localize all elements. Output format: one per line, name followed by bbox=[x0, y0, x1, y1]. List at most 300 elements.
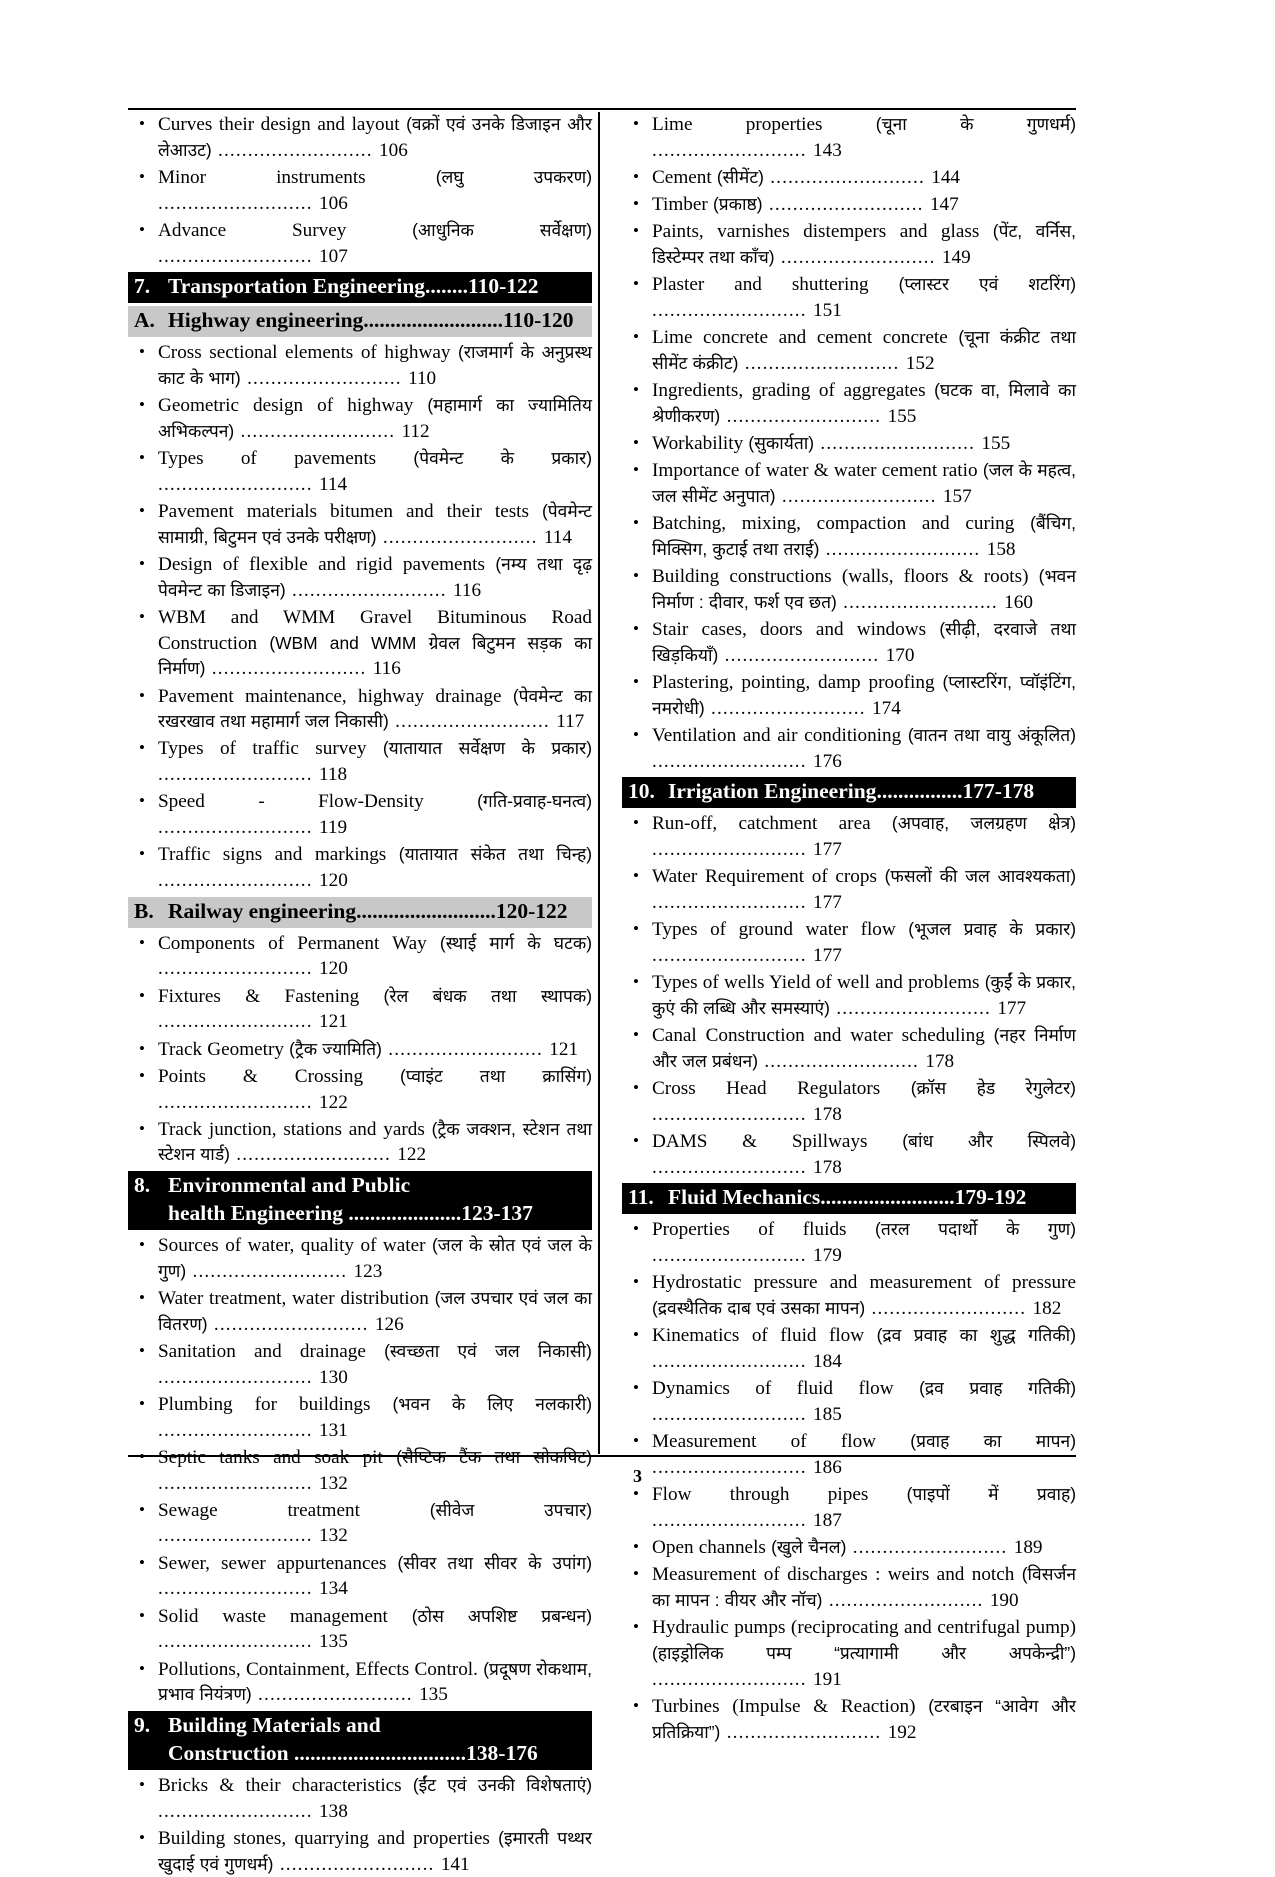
toc-entry-title-en: Sewage treatment bbox=[158, 1499, 360, 1521]
toc-entry[interactable] bbox=[622, 1076, 1076, 1127]
toc-entry[interactable] bbox=[128, 842, 592, 893]
toc-entry-text bbox=[158, 393, 592, 444]
toc-entry[interactable] bbox=[128, 499, 592, 550]
toc-entry-title-hi: (ट्रैक ज्यामिति) bbox=[289, 1038, 382, 1059]
toc-entry[interactable] bbox=[128, 112, 592, 163]
toc-entry-page-number: 131 bbox=[319, 1419, 348, 1441]
bullet-icon: • bbox=[633, 1025, 639, 1045]
bullet-icon: • bbox=[633, 1078, 639, 1098]
toc-entry-page-number: 185 bbox=[813, 1403, 842, 1425]
toc-entry-title-en: Timber bbox=[652, 194, 708, 216]
bullet-icon: • bbox=[633, 194, 639, 214]
bullet-icon: • bbox=[139, 1038, 145, 1058]
toc-entry[interactable] bbox=[622, 1217, 1076, 1268]
chapter-title-line2-text: health Engineering bbox=[168, 1201, 344, 1226]
toc-entry[interactable] bbox=[128, 218, 592, 269]
leader-dots: .......................... bbox=[652, 750, 814, 772]
toc-entry[interactable] bbox=[128, 931, 592, 982]
toc-entry-text bbox=[158, 1657, 592, 1708]
toc-entry-text bbox=[158, 112, 592, 163]
toc-entry-title-en: Speed - Flow-Density bbox=[158, 791, 424, 813]
toc-entry[interactable] bbox=[622, 431, 1076, 457]
toc-entry-title-hi: (लघु उपकरण) bbox=[435, 166, 592, 187]
toc-entry-title-hi: (फसलों की जल आवश्यकता) bbox=[884, 866, 1076, 887]
toc-entry-title-hi: (पेवमेन्ट सामाग्री, बिटुमन एवं उनके परीक्षण) bbox=[158, 501, 592, 547]
toc-entry[interactable] bbox=[128, 1604, 592, 1655]
toc-entry-title-hi: (जल के महत्व, जल सीमेंट अनुपात) bbox=[652, 460, 1077, 507]
leader-dots: .......................... bbox=[718, 644, 886, 666]
toc-chapter-heading[interactable] bbox=[128, 306, 592, 337]
toc-entry-title-hi: (प्रवाह का मापन) bbox=[910, 1431, 1076, 1452]
toc-entry-title-hi: (सुकार्यता) bbox=[748, 433, 815, 454]
chapter-number: 10. bbox=[628, 779, 655, 804]
toc-entry-title-en: Plumbing for buildings bbox=[158, 1393, 371, 1415]
toc-entry-page-number: 157 bbox=[942, 486, 972, 508]
leader-dots: .......................... bbox=[207, 1313, 375, 1335]
toc-entry-title-en: Types of ground water flow bbox=[652, 919, 896, 941]
toc-entry[interactable] bbox=[622, 378, 1076, 429]
toc-entry[interactable] bbox=[622, 864, 1076, 915]
bullet-icon: • bbox=[139, 606, 145, 626]
toc-entry-text bbox=[158, 446, 592, 497]
chapter-leader-dots: ......................... bbox=[820, 1185, 955, 1210]
toc-entry-title-hi: (राजमार्ग के अनुप्रस्थ काट के भाग) bbox=[158, 342, 592, 388]
toc-entry-text bbox=[158, 1233, 592, 1284]
toc-entry-text bbox=[158, 736, 592, 787]
toc-chapter-heading[interactable] bbox=[128, 1711, 592, 1770]
toc-entry[interactable] bbox=[128, 1657, 592, 1708]
chapter-leader-dots: ................................ bbox=[288, 1740, 467, 1765]
toc-entry[interactable] bbox=[622, 917, 1076, 968]
toc-entry-title-hi: (सैप्टिक टैंक तथा सोकपिट) bbox=[396, 1446, 592, 1467]
leader-dots: .......................... bbox=[240, 367, 409, 389]
toc-entry[interactable] bbox=[128, 984, 592, 1035]
toc-entry-text bbox=[158, 789, 592, 840]
leader-dots: .......................... bbox=[234, 420, 402, 442]
chapter-title bbox=[168, 273, 588, 301]
toc-entry-page-number: 151 bbox=[813, 300, 842, 322]
bullet-icon: • bbox=[139, 1552, 145, 1572]
bullet-icon: • bbox=[139, 791, 145, 811]
toc-entry[interactable] bbox=[622, 1535, 1076, 1561]
toc-entry[interactable] bbox=[622, 1694, 1076, 1745]
toc-entry-title-en: Points & Crossing bbox=[158, 1065, 364, 1087]
toc-entry-text bbox=[158, 1286, 592, 1337]
toc-entry-page-number: 187 bbox=[813, 1509, 842, 1531]
chapter-page-range: 179-192 bbox=[954, 1185, 1027, 1210]
toc-entry-title-en: Geometric design of highway bbox=[158, 395, 414, 417]
leader-dots: .......................... bbox=[158, 1472, 320, 1494]
bullet-icon: • bbox=[633, 1537, 639, 1557]
bullet-icon: • bbox=[633, 866, 639, 886]
leader-dots: .......................... bbox=[775, 486, 943, 508]
toc-entry-text bbox=[158, 684, 592, 735]
toc-entry-page-number: 178 bbox=[925, 1050, 955, 1072]
toc-entry-title-hi: (गति-प्रवाह-घनत्व) bbox=[477, 791, 592, 812]
toc-entry-title-en: Plaster and shuttering bbox=[652, 274, 869, 296]
toc-entry-title-en: Lime properties bbox=[652, 114, 823, 135]
leader-dots: .......................... bbox=[758, 1050, 926, 1072]
toc-entry-text bbox=[158, 984, 592, 1035]
toc-entry-text bbox=[652, 192, 1076, 218]
toc-chapter-heading[interactable] bbox=[622, 1183, 1076, 1214]
leader-dots: .......................... bbox=[720, 405, 888, 427]
bullet-icon: • bbox=[139, 932, 145, 952]
leader-dots: .......................... bbox=[652, 1403, 814, 1425]
toc-entry-title-en: Paints, varnishes distempers and glass bbox=[652, 221, 980, 243]
chapter-number: 8. bbox=[134, 1173, 151, 1198]
leader-dots: .......................... bbox=[158, 1011, 320, 1033]
toc-entry-text bbox=[652, 1562, 1076, 1613]
toc-entry-text bbox=[652, 970, 1076, 1021]
toc-entry[interactable] bbox=[128, 1392, 592, 1443]
toc-entry-title-en: Water treatment, water distribution bbox=[158, 1288, 429, 1309]
leader-dots: .......................... bbox=[652, 1351, 814, 1372]
toc-entry[interactable] bbox=[128, 1117, 592, 1168]
leader-dots: .......................... bbox=[158, 1525, 320, 1547]
toc-entry[interactable] bbox=[128, 1064, 592, 1115]
toc-entry-page-number: 147 bbox=[929, 194, 959, 216]
toc-entry-page-number: 177 bbox=[997, 997, 1027, 1019]
chapter-title-line2-text: Construction bbox=[168, 1740, 289, 1765]
toc-entry-title-hi: (टरबाइन “आवेग और प्रतिक्रिया”) bbox=[652, 1695, 1077, 1742]
leader-dots: .......................... bbox=[652, 1668, 814, 1690]
toc-entry[interactable] bbox=[128, 736, 592, 787]
toc-entry[interactable] bbox=[622, 970, 1076, 1021]
chapter-title-text: Highway engineering bbox=[168, 308, 364, 333]
chapter-title-text: Fluid Mechanics bbox=[668, 1185, 821, 1210]
toc-left-column bbox=[128, 112, 598, 1875]
toc-entry-title-hi: (खुले चैनल) bbox=[771, 1537, 847, 1558]
toc-entry[interactable] bbox=[622, 811, 1076, 862]
bullet-icon: • bbox=[633, 672, 639, 692]
toc-entry-page-number: 144 bbox=[931, 166, 961, 188]
toc-entry-title-en: Septic tanks and soak pit bbox=[158, 1446, 383, 1468]
bullet-icon: • bbox=[139, 1065, 145, 1085]
leader-dots: .......................... bbox=[158, 1091, 320, 1113]
toc-entry-title-hi: (वातन तथा वायु अंकूलित) bbox=[907, 725, 1076, 746]
toc-entry-text bbox=[652, 112, 1076, 163]
toc-entry-page-number: 117 bbox=[556, 711, 585, 733]
toc-entry-title-hi: (ईंट एवं उनकी विशेषताएं) bbox=[412, 1774, 593, 1795]
toc-chapter-heading[interactable] bbox=[622, 777, 1076, 808]
toc-entry[interactable] bbox=[622, 1482, 1076, 1533]
toc-entry-title-hi: (स्वच्छता एवं जल निकासी) bbox=[384, 1340, 592, 1361]
bullet-icon: • bbox=[139, 1118, 145, 1138]
bullet-icon: • bbox=[633, 1131, 639, 1151]
leader-dots: .......................... bbox=[652, 945, 814, 966]
toc-entry-text bbox=[652, 1694, 1076, 1745]
toc-entry-title-en: Sources of water, quality of water bbox=[158, 1235, 426, 1257]
chapter-title-line1: Building Materials and bbox=[168, 1713, 381, 1737]
toc-entry-title-hi: (नहर निर्माण और जल प्रबंधन) bbox=[652, 1025, 1076, 1071]
toc-entry-text bbox=[652, 670, 1076, 721]
toc-entry-page-number: 122 bbox=[319, 1091, 348, 1113]
toc-entry[interactable] bbox=[622, 192, 1076, 218]
toc-entry-title-en: Building constructions (walls, floors & roots) bbox=[652, 566, 1029, 588]
toc-entry-title-hi: (इमारती पथ्थर खुदाई एवं गुणधर्म) bbox=[158, 1827, 593, 1874]
bullet-icon: • bbox=[633, 813, 639, 833]
bullet-icon: • bbox=[139, 1393, 145, 1413]
toc-entry[interactable] bbox=[622, 723, 1076, 774]
toc-entry-title-en: Properties of fluids bbox=[652, 1219, 847, 1241]
toc-entry-title-en: WBM and WMM Gravel Bituminous Road Construction bbox=[158, 606, 592, 654]
toc-entry-text bbox=[158, 1826, 592, 1877]
toc-entry[interactable] bbox=[128, 165, 592, 216]
toc-entry-title-hi: (ट्रैक जक्शन, स्टेशन तथा स्टेशन यार्ड) bbox=[158, 1118, 592, 1165]
toc-entry-title-en: Canal Construction and water scheduling bbox=[652, 1025, 985, 1047]
toc-entry-title-en: Pavement maintenance, highway drainage bbox=[158, 685, 502, 707]
toc-entry[interactable] bbox=[128, 1339, 592, 1390]
toc-entry-title-hi: (स्थाई मार्ग के घटक) bbox=[439, 932, 592, 953]
toc-entry-title-hi: (तरल पदार्थो के गुण) bbox=[875, 1219, 1077, 1240]
chapter-leader-dots: .......................... bbox=[356, 898, 496, 923]
toc-entry-title-en: Sewer, sewer appurtenances bbox=[158, 1552, 387, 1574]
toc-entry-title-en: Sanitation and drainage bbox=[158, 1340, 366, 1362]
toc-entry-text bbox=[652, 1129, 1076, 1180]
toc-entry-title-en: Types of traffic survey bbox=[158, 738, 367, 760]
bullet-icon: • bbox=[139, 1605, 145, 1625]
toc-entry-text bbox=[652, 272, 1076, 323]
toc-entry-title-hi: (पेवमेन्ट का रखरखाव तथा महामार्ग जल निकासी) bbox=[158, 685, 593, 732]
bullet-icon: • bbox=[139, 1499, 145, 1519]
toc-entry-title-en: Advance Survey bbox=[158, 219, 347, 241]
toc-entry-title-en: Traffic signs and markings bbox=[158, 844, 387, 866]
toc-entry-title-hi: (WBM and WMM ग्रेवल बिटुमन सड़क का निर्माण) bbox=[158, 632, 592, 679]
toc-entry[interactable] bbox=[622, 458, 1076, 509]
toc-entry-title-hi: (बैंचिग, मिक्सिग, कुटाई तथा तराई) bbox=[652, 513, 1076, 559]
toc-entry-page-number: 116 bbox=[453, 579, 482, 601]
toc-entry-page-number: 132 bbox=[319, 1525, 348, 1547]
toc-entry-text bbox=[652, 917, 1076, 968]
toc-entry-text bbox=[652, 723, 1076, 774]
bullet-icon: • bbox=[139, 448, 145, 468]
toc-entry-title-en: Dynamics of fluid flow bbox=[652, 1378, 894, 1400]
leader-dots: .......................... bbox=[652, 892, 814, 914]
toc-entry[interactable] bbox=[622, 1023, 1076, 1074]
chapter-leader-dots: ................ bbox=[876, 779, 963, 804]
chapter-title-text: Transportation Engineering bbox=[168, 274, 426, 299]
toc-entry-title-hi: (हाइड्रोलिक पम्प “प्रत्यागामी और अपकेन्द्री”) bbox=[652, 1642, 1076, 1663]
toc-entry-title-en: Measurement of flow bbox=[652, 1431, 877, 1453]
toc-entry-title-en: Building stones, quarrying and properties bbox=[158, 1827, 490, 1849]
chapter-number: 9. bbox=[134, 1713, 151, 1737]
toc-entry-page-number: 121 bbox=[319, 1011, 348, 1033]
leader-dots: .......................... bbox=[158, 1366, 320, 1388]
toc-entry[interactable] bbox=[622, 272, 1076, 323]
toc-entry-text bbox=[652, 1023, 1076, 1074]
toc-entry-page-number: 135 bbox=[319, 1631, 348, 1653]
leader-dots: .......................... bbox=[205, 658, 373, 680]
toc-entry-page-number: 126 bbox=[374, 1313, 404, 1335]
toc-entry-title-hi: (अपवाह, जलग्रहण क्षेत्र) bbox=[891, 813, 1076, 834]
toc-entry[interactable] bbox=[128, 1826, 592, 1877]
toc-entry-title-hi: (द्रव प्रवाह का शुद्ध गतिकी) bbox=[876, 1325, 1076, 1346]
toc-entry-title-hi: (आधुनिक सर्वेक्षण) bbox=[412, 219, 592, 240]
toc-entry-page-number: 184 bbox=[813, 1351, 842, 1372]
toc-entry-title-hi: (पाइपों में प्रवाह) bbox=[906, 1484, 1076, 1505]
bullet-icon: • bbox=[633, 114, 639, 133]
toc-entry-text bbox=[652, 1076, 1076, 1127]
bullet-icon: • bbox=[633, 1219, 639, 1239]
toc-entry-page-number: 114 bbox=[543, 526, 572, 548]
leader-dots: .......................... bbox=[158, 473, 320, 495]
toc-entry-text bbox=[652, 1323, 1076, 1374]
chapter-page-range: 123-137 bbox=[461, 1201, 533, 1226]
toc-entry-text bbox=[652, 1615, 1076, 1692]
toc-chapter-heading[interactable] bbox=[128, 897, 592, 928]
leader-dots: .......................... bbox=[704, 697, 873, 719]
toc-entry-text bbox=[158, 1604, 592, 1655]
toc-entry-text bbox=[652, 1376, 1076, 1427]
toc-chapter-heading[interactable] bbox=[128, 272, 592, 303]
toc-entry[interactable] bbox=[622, 1615, 1076, 1692]
chapter-number: 7. bbox=[134, 274, 151, 299]
toc-entry-text bbox=[652, 564, 1076, 615]
chapter-title bbox=[668, 778, 1072, 806]
chapter-title-line2 bbox=[168, 1200, 588, 1228]
toc-entry-title-en: Stair cases, doors and windows bbox=[652, 619, 927, 641]
chapter-title bbox=[668, 1184, 1072, 1212]
toc-entry-text bbox=[158, 931, 592, 982]
toc-entry[interactable] bbox=[622, 1323, 1076, 1374]
leader-dots: .......................... bbox=[738, 352, 906, 374]
toc-entry-title-hi: (विसर्जन का मापन : वीयर और नॉच) bbox=[652, 1564, 1077, 1610]
toc-entry[interactable] bbox=[622, 1376, 1076, 1427]
toc-entry[interactable] bbox=[128, 552, 592, 603]
toc-entry-page-number: 123 bbox=[353, 1260, 383, 1282]
toc-entry-text bbox=[652, 165, 1076, 191]
bullet-icon: • bbox=[139, 1658, 145, 1678]
leader-dots: .......................... bbox=[652, 139, 814, 161]
toc-entry[interactable] bbox=[622, 325, 1076, 376]
toc-entry-page-number: 176 bbox=[813, 750, 842, 772]
toc-entry-page-number: 112 bbox=[401, 420, 430, 442]
toc-entry-title-en: Open channels bbox=[652, 1537, 766, 1559]
toc-entry-title-en: Track Geometry bbox=[158, 1038, 284, 1060]
toc-entry-page-number: 191 bbox=[813, 1668, 842, 1690]
toc-entry-page-number: 121 bbox=[549, 1038, 579, 1060]
toc-entry-text bbox=[652, 1270, 1076, 1321]
chapter-title-text: Railway engineering bbox=[168, 898, 357, 923]
toc-entry[interactable] bbox=[128, 340, 592, 391]
toc-entry-title-en: Measurement of discharges : weirs and notch bbox=[652, 1564, 1015, 1586]
leader-dots: .......................... bbox=[158, 764, 320, 786]
toc-entry-title-hi: (सीमेंट) bbox=[716, 166, 764, 187]
toc-chapter-heading[interactable] bbox=[128, 1171, 592, 1230]
leader-dots: .......................... bbox=[158, 870, 320, 892]
toc-entry-title-hi: (प्वाइंट तथा क्रासिंग) bbox=[400, 1065, 592, 1086]
chapter-leader-dots: .......................... bbox=[363, 308, 504, 333]
toc-entry-title-en: Bricks & their characteristics bbox=[158, 1774, 402, 1796]
toc-entry[interactable] bbox=[622, 219, 1076, 270]
toc-entry-page-number: 190 bbox=[989, 1589, 1019, 1611]
toc-entry[interactable] bbox=[622, 1129, 1076, 1180]
toc-entry-title-hi: (पेंट, वर्निस, डिस्टेम्पर तथा काँच) bbox=[652, 221, 1076, 268]
toc-entry[interactable] bbox=[128, 605, 592, 682]
toc-entry-title-en: Plastering, pointing, damp proofing bbox=[652, 672, 935, 694]
toc-entry-text bbox=[652, 431, 1076, 457]
leader-dots: .......................... bbox=[652, 1456, 814, 1478]
toc-entry[interactable] bbox=[128, 789, 592, 840]
toc-entry-title-en: Components of Permanent Way bbox=[158, 932, 427, 954]
toc-entry-title-en: Types of pavements bbox=[158, 448, 377, 470]
bullet-icon: • bbox=[633, 1325, 639, 1345]
bullet-icon: • bbox=[633, 725, 639, 745]
leader-dots: .......................... bbox=[376, 526, 544, 548]
toc-entry-page-number: 122 bbox=[397, 1144, 427, 1166]
toc-entry[interactable] bbox=[128, 1551, 592, 1602]
bullet-icon: • bbox=[139, 166, 145, 186]
toc-entry-title-hi: (द्रवस्थैतिक दाब एवं उसका मापन) bbox=[652, 1298, 866, 1319]
toc-entry[interactable] bbox=[622, 1562, 1076, 1613]
toc-entry[interactable] bbox=[128, 393, 592, 444]
toc-entry[interactable] bbox=[128, 1233, 592, 1284]
leader-dots: .......................... bbox=[865, 1298, 1033, 1320]
toc-entry-title-hi: (प्रदूषण रोकथाम, प्रभाव नियंत्रण) bbox=[158, 1658, 592, 1705]
bullet-icon: • bbox=[139, 844, 145, 864]
toc-entry-page-number: 160 bbox=[1004, 591, 1033, 613]
leader-dots: .......................... bbox=[158, 958, 320, 980]
toc-entry[interactable] bbox=[128, 1773, 592, 1824]
toc-entry[interactable] bbox=[622, 670, 1076, 721]
toc-entry[interactable] bbox=[622, 511, 1076, 562]
chapter-leader-dots: ..................... bbox=[343, 1201, 462, 1226]
toc-entry[interactable] bbox=[622, 564, 1076, 615]
bullet-icon: • bbox=[633, 380, 639, 400]
toc-entry[interactable] bbox=[622, 165, 1076, 191]
toc-entry[interactable] bbox=[128, 446, 592, 497]
bullet-icon: • bbox=[633, 972, 639, 992]
toc-entry-text bbox=[158, 165, 592, 216]
toc-entry-text bbox=[158, 1551, 592, 1602]
toc-entry-text bbox=[652, 617, 1076, 668]
leader-dots: .......................... bbox=[822, 1589, 990, 1611]
toc-entry-text bbox=[158, 218, 592, 269]
toc-entry-page-number: 152 bbox=[905, 352, 935, 374]
toc-entry-page-number: 116 bbox=[372, 658, 401, 680]
leader-dots: .......................... bbox=[762, 194, 930, 216]
toc-entry[interactable] bbox=[128, 1286, 592, 1337]
toc-right-column bbox=[598, 112, 1077, 1743]
leader-dots: .......................... bbox=[229, 1144, 398, 1166]
bullet-icon: • bbox=[633, 566, 639, 586]
toc-entry[interactable] bbox=[128, 1037, 592, 1063]
toc-entry-title-hi: (भूजल प्रवाह के प्रकार) bbox=[908, 919, 1076, 940]
toc-entry-text bbox=[652, 219, 1076, 270]
toc-entry[interactable] bbox=[128, 1498, 592, 1549]
toc-entry-page-number: 118 bbox=[319, 764, 348, 786]
toc-entry-title-hi: (सीढ़ी, दरवाजे तथा खिड़कियाँ) bbox=[652, 619, 1076, 665]
leader-dots: .......................... bbox=[285, 579, 454, 601]
leader-dots: .......................... bbox=[158, 1800, 320, 1822]
toc-entry-page-number: 170 bbox=[885, 644, 915, 666]
leader-dots: .......................... bbox=[652, 1103, 814, 1125]
toc-entry-page-number: 135 bbox=[419, 1684, 448, 1706]
toc-entry-title-hi: (सीवर तथा सीवर के उपांग) bbox=[397, 1552, 592, 1573]
toc-entry[interactable] bbox=[128, 684, 592, 735]
toc-entry-title-en: Turbines (Impulse & Reaction) bbox=[652, 1695, 916, 1717]
bullet-icon: • bbox=[139, 553, 145, 573]
leader-dots: .......................... bbox=[836, 591, 1005, 613]
toc-entry-page-number: 143 bbox=[813, 139, 842, 161]
toc-entry-page-number: 134 bbox=[319, 1578, 348, 1600]
toc-entry[interactable] bbox=[622, 617, 1076, 668]
toc-entry[interactable] bbox=[622, 1270, 1076, 1321]
leader-dots: .......................... bbox=[819, 539, 987, 560]
leader-dots: .......................... bbox=[652, 1245, 814, 1267]
toc-entry[interactable] bbox=[622, 112, 1076, 163]
